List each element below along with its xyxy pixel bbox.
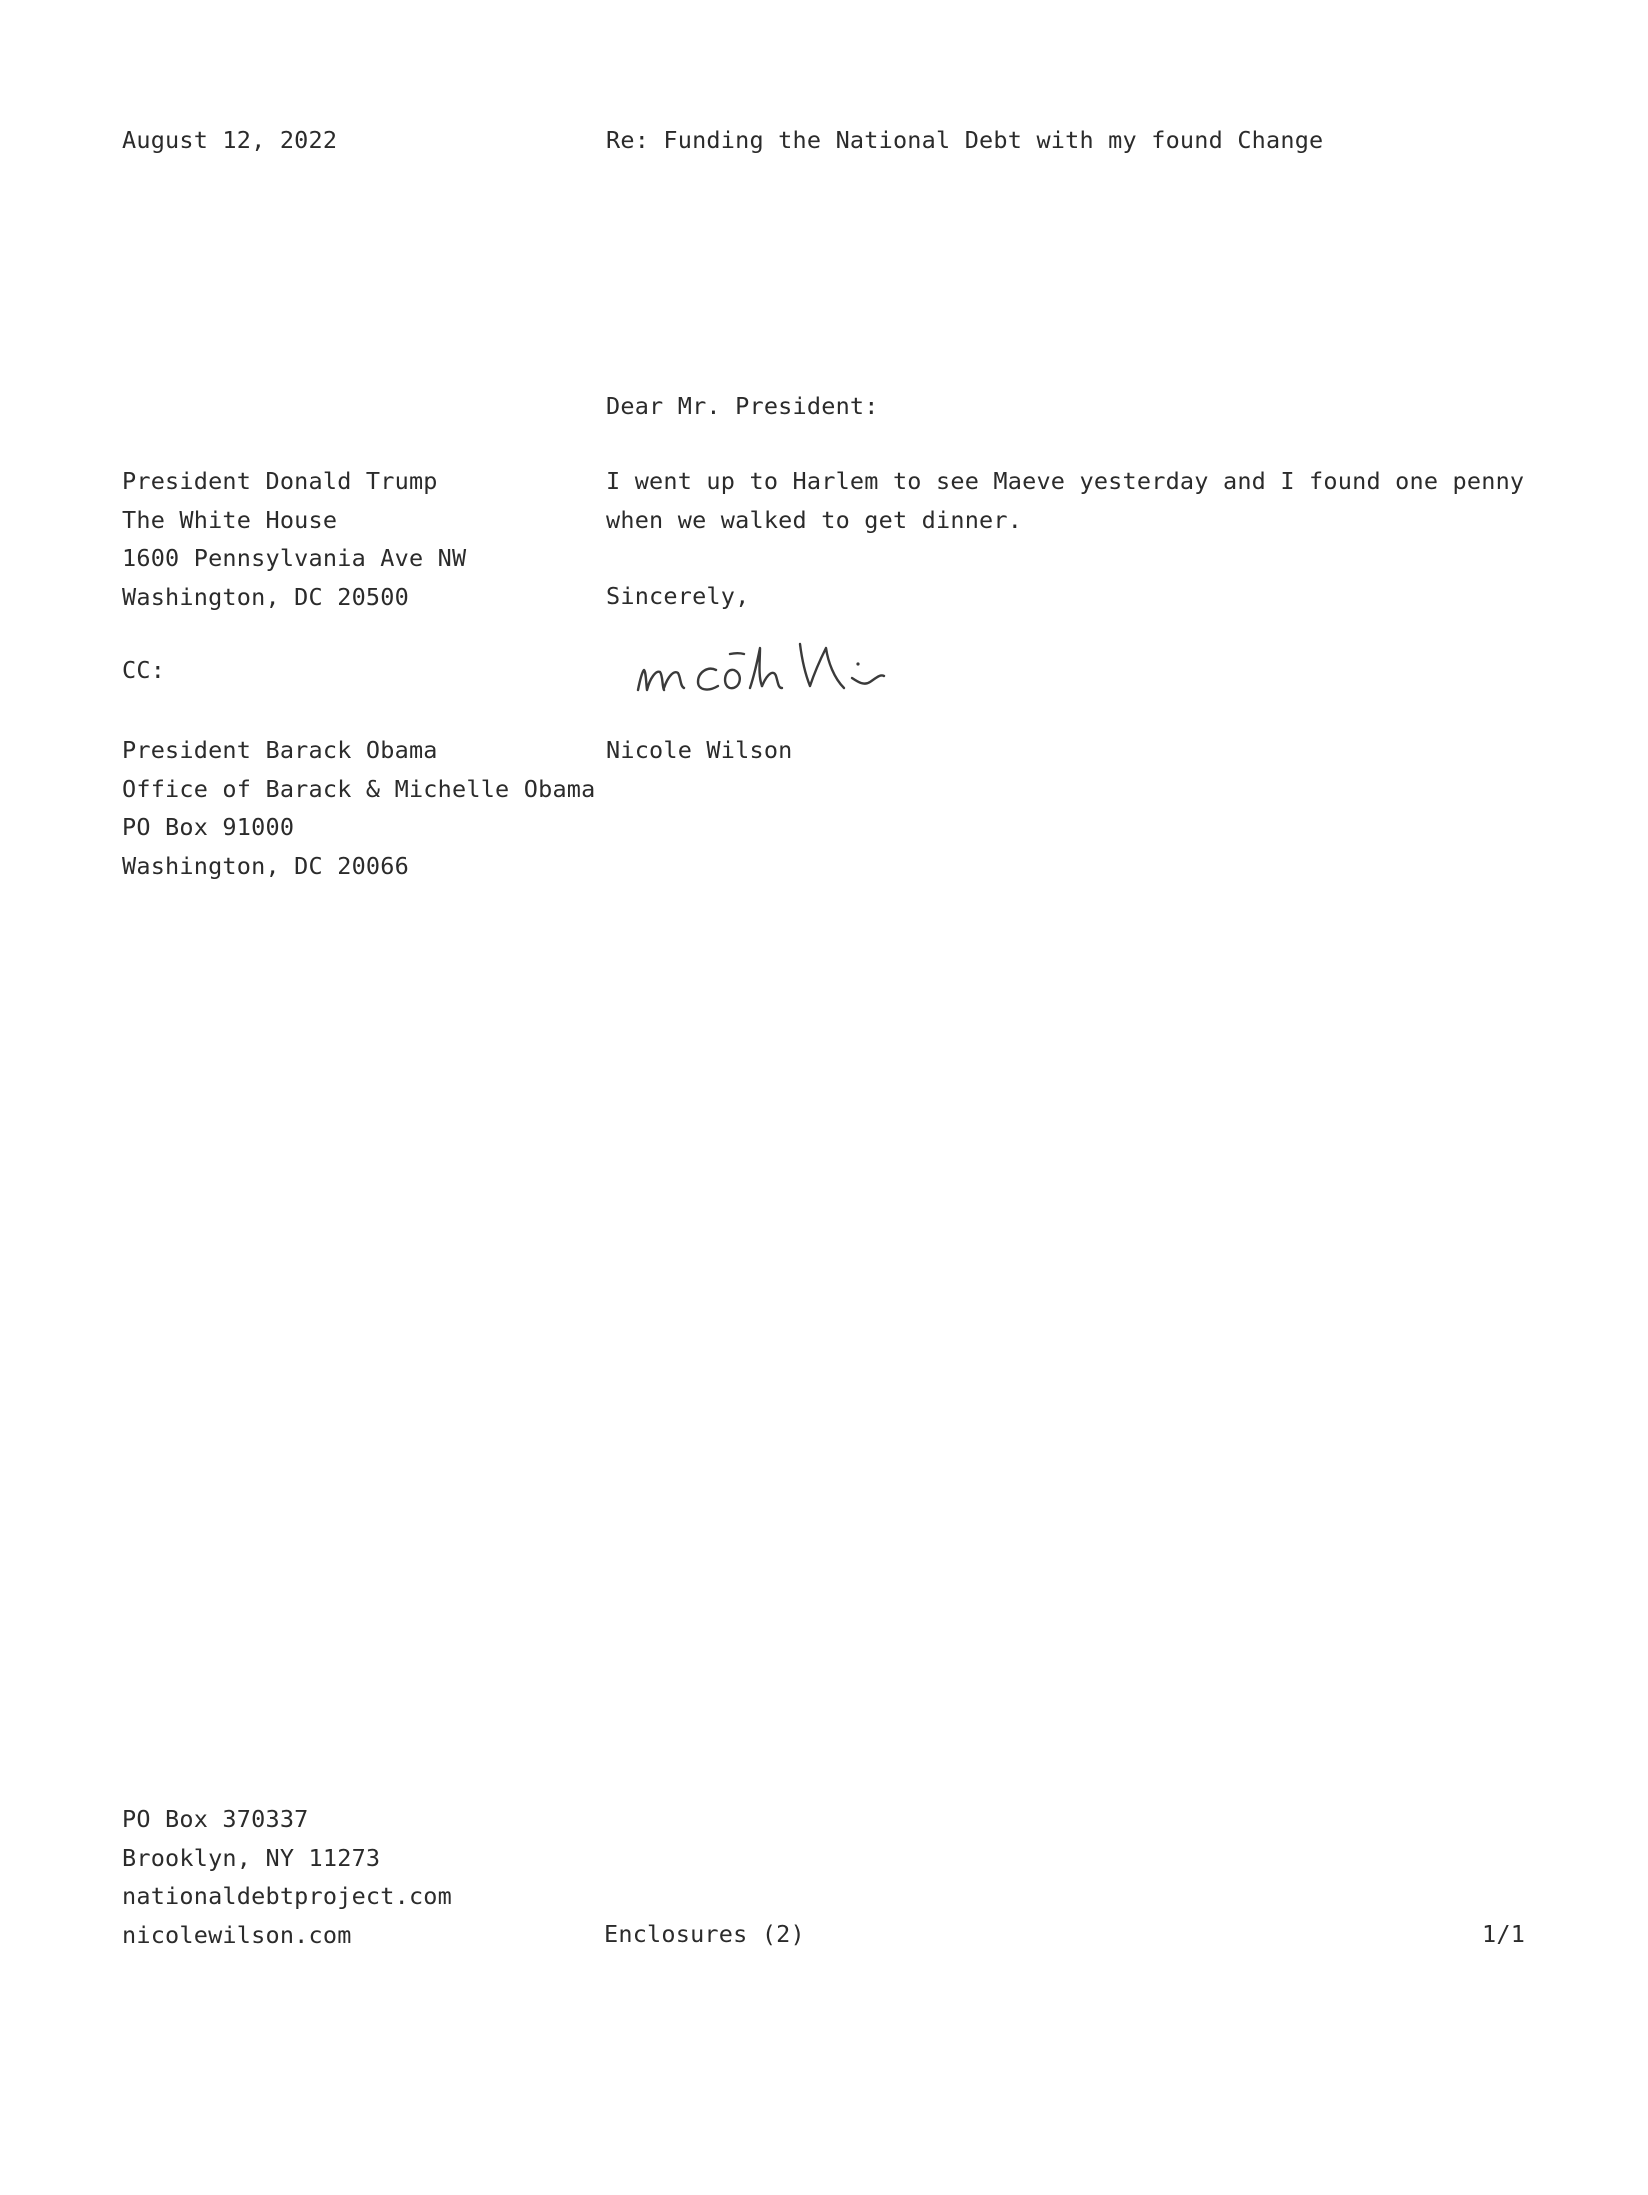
signature-icon — [630, 630, 950, 710]
page-number: 1/1 — [1482, 1920, 1526, 1948]
footer-line: PO Box 370337 — [122, 1805, 309, 1833]
footer-line: nationaldebtproject.com — [122, 1882, 453, 1910]
cc-label: CC: — [122, 656, 166, 684]
recipient-line: President Donald Trump — [122, 467, 438, 495]
letter-subject: Re: Funding the National Debt with my found Change — [606, 126, 1324, 154]
footer-line: nicolewilson.com — [122, 1920, 352, 1949]
cc-line: Washington, DC 20066 — [122, 851, 409, 880]
handwritten-signature — [630, 630, 950, 710]
recipient-address — [122, 462, 466, 616]
recipient-line: The White House — [122, 505, 338, 534]
recipient-line: Washington, DC 20500 — [122, 582, 409, 611]
enclosures-note: Enclosures (2) — [604, 1920, 805, 1948]
cc-line: PO Box 91000 — [122, 813, 295, 841]
cc-line: Office of Barack & Michelle Obama — [122, 774, 596, 803]
recipient-line: 1600 Pennsylvania Ave NW — [122, 544, 467, 572]
footer-line: Brooklyn, NY 11273 — [122, 1843, 381, 1872]
cc-address — [122, 731, 596, 885]
body-line: when we walked to get dinner. — [606, 505, 1023, 534]
closing: Sincerely, — [606, 582, 750, 610]
body-line: I went up to Harlem to see Maeve yesterday and I found one penny — [606, 467, 1525, 495]
footer-address — [122, 1800, 452, 1954]
letter-date: August 12, 2022 — [122, 126, 338, 154]
letter-body — [606, 462, 1524, 539]
salutation: Dear Mr. President: — [606, 392, 879, 420]
cc-line: President Barack Obama — [122, 736, 438, 764]
sender-name: Nicole Wilson — [606, 736, 793, 764]
